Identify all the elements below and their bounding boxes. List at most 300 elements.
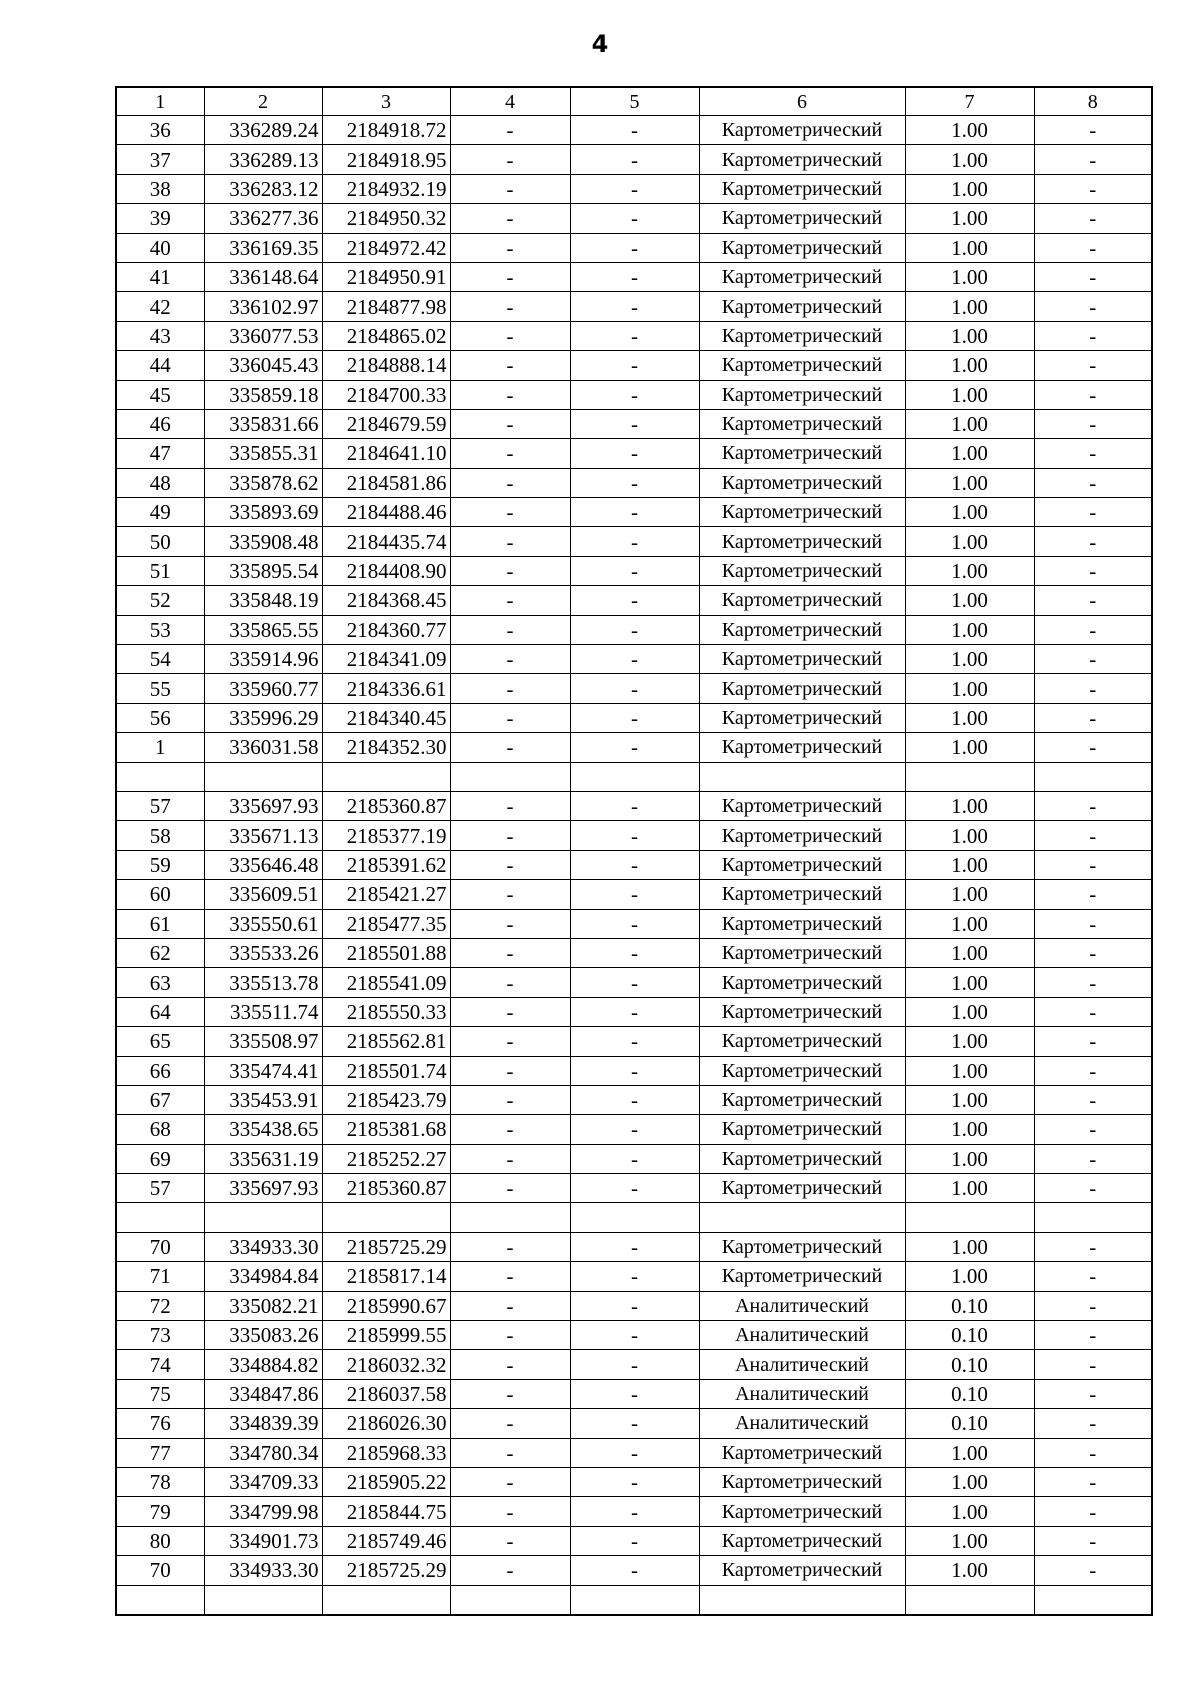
- table-row: [116, 880, 1152, 909]
- y-coordinate-cell: 2186037.58: [322, 1379, 450, 1408]
- point-number-cell: 46: [116, 409, 204, 438]
- col5-cell: -: [570, 204, 699, 233]
- col4-cell: -: [450, 439, 570, 468]
- method-cell: Картометрический: [699, 997, 905, 1026]
- x-coordinate-cell: 334799.98: [204, 1497, 322, 1526]
- col5-cell: [570, 1585, 699, 1615]
- x-coordinate-cell: 335865.55: [204, 615, 322, 644]
- method-cell: Картометрический: [699, 204, 905, 233]
- x-coordinate-cell: 334847.86: [204, 1379, 322, 1408]
- point-number-cell: 48: [116, 468, 204, 497]
- table-row: [116, 1585, 1152, 1615]
- table-row: [116, 938, 1152, 967]
- col5-cell: [570, 1203, 699, 1232]
- col4-cell: -: [450, 645, 570, 674]
- y-coordinate-cell: 2184408.90: [322, 556, 450, 585]
- y-coordinate-cell: 2185381.68: [322, 1115, 450, 1144]
- method-cell: Картометрический: [699, 439, 905, 468]
- col5-cell: -: [570, 733, 699, 762]
- x-coordinate-cell: 335511.74: [204, 997, 322, 1026]
- table-row: [116, 468, 1152, 497]
- point-number-cell: 76: [116, 1409, 204, 1438]
- col4-cell: -: [450, 1350, 570, 1379]
- col4-cell: -: [450, 1409, 570, 1438]
- accuracy-cell: 1.00: [905, 380, 1034, 409]
- method-cell: Картометрический: [699, 586, 905, 615]
- col5-cell: -: [570, 116, 699, 145]
- table-row: [116, 351, 1152, 380]
- table-row: [116, 527, 1152, 556]
- table-row: [116, 1027, 1152, 1056]
- col8-cell: -: [1034, 880, 1152, 909]
- accuracy-cell: 1.00: [905, 1526, 1034, 1555]
- y-coordinate-cell: 2184368.45: [322, 586, 450, 615]
- col8-cell: -: [1034, 1174, 1152, 1203]
- col4-cell: -: [450, 204, 570, 233]
- col5-cell: -: [570, 1027, 699, 1056]
- col5-cell: -: [570, 380, 699, 409]
- col8-cell: -: [1034, 1556, 1152, 1585]
- accuracy-cell: 0.10: [905, 1409, 1034, 1438]
- col5-cell: -: [570, 145, 699, 174]
- col5-cell: -: [570, 645, 699, 674]
- col8-cell: -: [1034, 468, 1152, 497]
- method-cell: Картометрический: [699, 351, 905, 380]
- col4-cell: -: [450, 409, 570, 438]
- col4-cell: -: [450, 1085, 570, 1114]
- col4-cell: -: [450, 1526, 570, 1555]
- table-row: [116, 1174, 1152, 1203]
- col5-cell: -: [570, 586, 699, 615]
- col4-cell: [450, 1203, 570, 1232]
- accuracy-cell: 1.00: [905, 1556, 1034, 1585]
- table-row: [116, 674, 1152, 703]
- col4-cell: -: [450, 880, 570, 909]
- y-coordinate-cell: 2184932.19: [322, 174, 450, 203]
- method-cell: Картометрический: [699, 645, 905, 674]
- table-row: [116, 1556, 1152, 1585]
- col5-cell: -: [570, 1291, 699, 1320]
- col5-cell: -: [570, 1056, 699, 1085]
- col4-cell: -: [450, 1321, 570, 1350]
- x-coordinate-cell: 335895.54: [204, 556, 322, 585]
- col8-cell: -: [1034, 116, 1152, 145]
- col5-cell: -: [570, 409, 699, 438]
- col8-cell: -: [1034, 1144, 1152, 1173]
- table-row: [116, 439, 1152, 468]
- header-cell: 8: [1034, 87, 1152, 116]
- x-coordinate-cell: [204, 1203, 322, 1232]
- x-coordinate-cell: 334984.84: [204, 1262, 322, 1291]
- col8-cell: -: [1034, 1232, 1152, 1261]
- y-coordinate-cell: 2184972.42: [322, 233, 450, 262]
- col5-cell: -: [570, 1115, 699, 1144]
- method-cell: Картометрический: [699, 1262, 905, 1291]
- col5-cell: -: [570, 1350, 699, 1379]
- point-number-cell: 70: [116, 1556, 204, 1585]
- col8-cell: -: [1034, 645, 1152, 674]
- y-coordinate-cell: 2185999.55: [322, 1321, 450, 1350]
- y-coordinate-cell: 2185990.67: [322, 1291, 450, 1320]
- y-coordinate-cell: 2185477.35: [322, 909, 450, 938]
- table-row: [116, 498, 1152, 527]
- method-cell: Картометрический: [699, 1526, 905, 1555]
- col8-cell: -: [1034, 174, 1152, 203]
- col4-cell: -: [450, 1232, 570, 1261]
- x-coordinate-cell: 335893.69: [204, 498, 322, 527]
- x-coordinate-cell: 335697.93: [204, 791, 322, 820]
- accuracy-cell: 1.00: [905, 1115, 1034, 1144]
- y-coordinate-cell: 2185252.27: [322, 1144, 450, 1173]
- col5-cell: -: [570, 1497, 699, 1526]
- table-row: [116, 968, 1152, 997]
- col4-cell: -: [450, 791, 570, 820]
- method-cell: Аналитический: [699, 1321, 905, 1350]
- point-number-cell: 69: [116, 1144, 204, 1173]
- accuracy-cell: 1.00: [905, 645, 1034, 674]
- col5-cell: -: [570, 1526, 699, 1555]
- point-number-cell: 36: [116, 116, 204, 145]
- table-row: [116, 233, 1152, 262]
- col4-cell: -: [450, 351, 570, 380]
- x-coordinate-cell: 336102.97: [204, 292, 322, 321]
- accuracy-cell: 1.00: [905, 1174, 1034, 1203]
- method-cell: [699, 1585, 905, 1615]
- y-coordinate-cell: 2184435.74: [322, 527, 450, 556]
- point-number-cell: 40: [116, 233, 204, 262]
- col8-cell: -: [1034, 380, 1152, 409]
- y-coordinate-cell: 2184679.59: [322, 409, 450, 438]
- table-row: [116, 292, 1152, 321]
- accuracy-cell: 1.00: [905, 233, 1034, 262]
- y-coordinate-cell: 2184581.86: [322, 468, 450, 497]
- accuracy-cell: 0.10: [905, 1321, 1034, 1350]
- x-coordinate-cell: 334933.30: [204, 1556, 322, 1585]
- col8-cell: -: [1034, 1409, 1152, 1438]
- col8-cell: -: [1034, 439, 1152, 468]
- table-row: [116, 145, 1152, 174]
- col8-cell: -: [1034, 204, 1152, 233]
- method-cell: Картометрический: [699, 733, 905, 762]
- col5-cell: -: [570, 880, 699, 909]
- col4-cell: -: [450, 1056, 570, 1085]
- y-coordinate-cell: 2184341.09: [322, 645, 450, 674]
- table-row: [116, 1379, 1152, 1408]
- col8-cell: [1034, 762, 1152, 791]
- point-number-cell: [116, 1585, 204, 1615]
- table-row: [116, 321, 1152, 350]
- method-cell: Картометрический: [699, 968, 905, 997]
- accuracy-cell: 1.00: [905, 997, 1034, 1026]
- accuracy-cell: [905, 1585, 1034, 1615]
- page-number: 4: [591, 30, 609, 58]
- y-coordinate-cell: [322, 1203, 450, 1232]
- method-cell: Картометрический: [699, 1115, 905, 1144]
- x-coordinate-cell: 335996.29: [204, 703, 322, 732]
- x-coordinate-cell: 335082.21: [204, 1291, 322, 1320]
- accuracy-cell: 1.00: [905, 733, 1034, 762]
- y-coordinate-cell: 2184865.02: [322, 321, 450, 350]
- accuracy-cell: 1.00: [905, 968, 1034, 997]
- x-coordinate-cell: 336289.24: [204, 116, 322, 145]
- method-cell: Картометрический: [699, 468, 905, 497]
- accuracy-cell: 1.00: [905, 1438, 1034, 1467]
- x-coordinate-cell: 335855.31: [204, 439, 322, 468]
- col8-cell: -: [1034, 292, 1152, 321]
- col4-cell: -: [450, 850, 570, 879]
- col5-cell: -: [570, 498, 699, 527]
- x-coordinate-cell: 335631.19: [204, 1144, 322, 1173]
- y-coordinate-cell: 2185421.27: [322, 880, 450, 909]
- method-cell: Картометрический: [699, 262, 905, 291]
- col4-cell: [450, 1585, 570, 1615]
- y-coordinate-cell: 2185541.09: [322, 968, 450, 997]
- header-cell: 1: [116, 87, 204, 116]
- x-coordinate-cell: 335609.51: [204, 880, 322, 909]
- col5-cell: -: [570, 791, 699, 820]
- table-row: [116, 1144, 1152, 1173]
- table-row: [116, 733, 1152, 762]
- col8-cell: -: [1034, 821, 1152, 850]
- method-cell: Картометрический: [699, 1497, 905, 1526]
- table-row: [116, 1526, 1152, 1555]
- method-cell: Картометрический: [699, 321, 905, 350]
- col4-cell: -: [450, 262, 570, 291]
- col4-cell: -: [450, 527, 570, 556]
- point-number-cell: 79: [116, 1497, 204, 1526]
- x-coordinate-cell: 334933.30: [204, 1232, 322, 1261]
- header-cell: 6: [699, 87, 905, 116]
- col5-cell: -: [570, 233, 699, 262]
- table-row: [116, 762, 1152, 791]
- col4-cell: [450, 762, 570, 791]
- y-coordinate-cell: 2184950.91: [322, 262, 450, 291]
- point-number-cell: 45: [116, 380, 204, 409]
- method-cell: Картометрический: [699, 145, 905, 174]
- col4-cell: -: [450, 1027, 570, 1056]
- method-cell: Картометрический: [699, 1085, 905, 1114]
- col8-cell: [1034, 1585, 1152, 1615]
- col4-cell: -: [450, 292, 570, 321]
- col5-cell: -: [570, 1556, 699, 1585]
- accuracy-cell: [905, 1203, 1034, 1232]
- accuracy-cell: 1.00: [905, 174, 1034, 203]
- table-row: [116, 116, 1152, 145]
- x-coordinate-cell: 335908.48: [204, 527, 322, 556]
- table-row: [116, 586, 1152, 615]
- method-cell: Аналитический: [699, 1291, 905, 1320]
- col8-cell: -: [1034, 527, 1152, 556]
- accuracy-cell: 1.00: [905, 145, 1034, 174]
- method-cell: Картометрический: [699, 409, 905, 438]
- col8-cell: -: [1034, 703, 1152, 732]
- x-coordinate-cell: 335646.48: [204, 850, 322, 879]
- point-number-cell: 1: [116, 733, 204, 762]
- point-number-cell: 44: [116, 351, 204, 380]
- method-cell: Картометрический: [699, 791, 905, 820]
- point-number-cell: 50: [116, 527, 204, 556]
- method-cell: Картометрический: [699, 674, 905, 703]
- x-coordinate-cell: 336283.12: [204, 174, 322, 203]
- method-cell: Картометрический: [699, 556, 905, 585]
- col8-cell: -: [1034, 1350, 1152, 1379]
- table-row: [116, 556, 1152, 585]
- y-coordinate-cell: 2184950.32: [322, 204, 450, 233]
- method-cell: Картометрический: [699, 233, 905, 262]
- col8-cell: -: [1034, 733, 1152, 762]
- point-number-cell: 66: [116, 1056, 204, 1085]
- method-cell: Картометрический: [699, 850, 905, 879]
- table-row: [116, 380, 1152, 409]
- point-number-cell: 61: [116, 909, 204, 938]
- method-cell: Картометрический: [699, 821, 905, 850]
- col5-cell: -: [570, 527, 699, 556]
- accuracy-cell: 1.00: [905, 1232, 1034, 1261]
- y-coordinate-cell: 2185423.79: [322, 1085, 450, 1114]
- col8-cell: -: [1034, 791, 1152, 820]
- col5-cell: -: [570, 292, 699, 321]
- col8-cell: [1034, 1203, 1152, 1232]
- x-coordinate-cell: 336277.36: [204, 204, 322, 233]
- col5-cell: -: [570, 909, 699, 938]
- col5-cell: -: [570, 1379, 699, 1408]
- col8-cell: -: [1034, 498, 1152, 527]
- col5-cell: -: [570, 703, 699, 732]
- y-coordinate-cell: 2185749.46: [322, 1526, 450, 1555]
- y-coordinate-cell: 2185501.74: [322, 1056, 450, 1085]
- col4-cell: -: [450, 674, 570, 703]
- accuracy-cell: 1.00: [905, 615, 1034, 644]
- col5-cell: -: [570, 674, 699, 703]
- accuracy-cell: 1.00: [905, 850, 1034, 879]
- y-coordinate-cell: 2185391.62: [322, 850, 450, 879]
- y-coordinate-cell: 2185360.87: [322, 791, 450, 820]
- col5-cell: -: [570, 968, 699, 997]
- y-coordinate-cell: 2185725.29: [322, 1232, 450, 1261]
- table-header-row: [116, 87, 1152, 116]
- point-number-cell: 77: [116, 1438, 204, 1467]
- accuracy-cell: 1.00: [905, 116, 1034, 145]
- col5-cell: -: [570, 1409, 699, 1438]
- x-coordinate-cell: 336169.35: [204, 233, 322, 262]
- method-cell: Картометрический: [699, 498, 905, 527]
- table-row: [116, 1350, 1152, 1379]
- table-row: [116, 703, 1152, 732]
- accuracy-cell: 1.00: [905, 909, 1034, 938]
- table-row: [116, 1056, 1152, 1085]
- col8-cell: -: [1034, 909, 1152, 938]
- col5-cell: -: [570, 938, 699, 967]
- point-number-cell: 55: [116, 674, 204, 703]
- point-number-cell: 49: [116, 498, 204, 527]
- x-coordinate-cell: 336031.58: [204, 733, 322, 762]
- y-coordinate-cell: 2184360.77: [322, 615, 450, 644]
- point-number-cell: 38: [116, 174, 204, 203]
- accuracy-cell: 1.00: [905, 351, 1034, 380]
- y-coordinate-cell: 2184918.72: [322, 116, 450, 145]
- y-coordinate-cell: 2184336.61: [322, 674, 450, 703]
- method-cell: Картометрический: [699, 1144, 905, 1173]
- y-coordinate-cell: 2186032.32: [322, 1350, 450, 1379]
- col8-cell: -: [1034, 850, 1152, 879]
- col5-cell: -: [570, 1321, 699, 1350]
- col4-cell: -: [450, 997, 570, 1026]
- point-number-cell: 54: [116, 645, 204, 674]
- table-row: [116, 1291, 1152, 1320]
- point-number-cell: 78: [116, 1467, 204, 1496]
- col4-cell: -: [450, 1174, 570, 1203]
- accuracy-cell: 1.00: [905, 321, 1034, 350]
- x-coordinate-cell: 335533.26: [204, 938, 322, 967]
- y-coordinate-cell: 2185844.75: [322, 1497, 450, 1526]
- col4-cell: -: [450, 1291, 570, 1320]
- accuracy-cell: 1.00: [905, 527, 1034, 556]
- x-coordinate-cell: 335453.91: [204, 1085, 322, 1114]
- point-number-cell: 60: [116, 880, 204, 909]
- col4-cell: -: [450, 380, 570, 409]
- header-cell: 2: [204, 87, 322, 116]
- x-coordinate-cell: [204, 1585, 322, 1615]
- col8-cell: -: [1034, 262, 1152, 291]
- x-coordinate-cell: [204, 762, 322, 791]
- x-coordinate-cell: 335697.93: [204, 1174, 322, 1203]
- col5-cell: -: [570, 615, 699, 644]
- x-coordinate-cell: 335550.61: [204, 909, 322, 938]
- col8-cell: -: [1034, 1321, 1152, 1350]
- table-row: [116, 1321, 1152, 1350]
- y-coordinate-cell: 2184877.98: [322, 292, 450, 321]
- y-coordinate-cell: 2186026.30: [322, 1409, 450, 1438]
- header-cell: 7: [905, 87, 1034, 116]
- accuracy-cell: 1.00: [905, 204, 1034, 233]
- x-coordinate-cell: 335960.77: [204, 674, 322, 703]
- accuracy-cell: 1.00: [905, 556, 1034, 585]
- point-number-cell: 39: [116, 204, 204, 233]
- col8-cell: -: [1034, 674, 1152, 703]
- table-row: [116, 791, 1152, 820]
- col8-cell: -: [1034, 615, 1152, 644]
- col8-cell: -: [1034, 1085, 1152, 1114]
- method-cell: Аналитический: [699, 1379, 905, 1408]
- method-cell: Картометрический: [699, 292, 905, 321]
- point-number-cell: 74: [116, 1350, 204, 1379]
- x-coordinate-cell: 334709.33: [204, 1467, 322, 1496]
- col5-cell: -: [570, 1467, 699, 1496]
- point-number-cell: 57: [116, 1174, 204, 1203]
- col4-cell: -: [450, 468, 570, 497]
- accuracy-cell: 1.00: [905, 821, 1034, 850]
- point-number-cell: 80: [116, 1526, 204, 1555]
- table-row: [116, 1497, 1152, 1526]
- col8-cell: -: [1034, 1467, 1152, 1496]
- method-cell: Картометрический: [699, 380, 905, 409]
- point-number-cell: 58: [116, 821, 204, 850]
- col8-cell: -: [1034, 968, 1152, 997]
- x-coordinate-cell: 335859.18: [204, 380, 322, 409]
- point-number-cell: 53: [116, 615, 204, 644]
- accuracy-cell: 1.00: [905, 292, 1034, 321]
- table-row: [116, 645, 1152, 674]
- col4-cell: -: [450, 1144, 570, 1173]
- accuracy-cell: 1.00: [905, 1467, 1034, 1496]
- method-cell: Картометрический: [699, 1467, 905, 1496]
- col8-cell: -: [1034, 938, 1152, 967]
- col8-cell: -: [1034, 409, 1152, 438]
- col5-cell: -: [570, 556, 699, 585]
- col4-cell: -: [450, 116, 570, 145]
- x-coordinate-cell: 334780.34: [204, 1438, 322, 1467]
- col5-cell: -: [570, 1144, 699, 1173]
